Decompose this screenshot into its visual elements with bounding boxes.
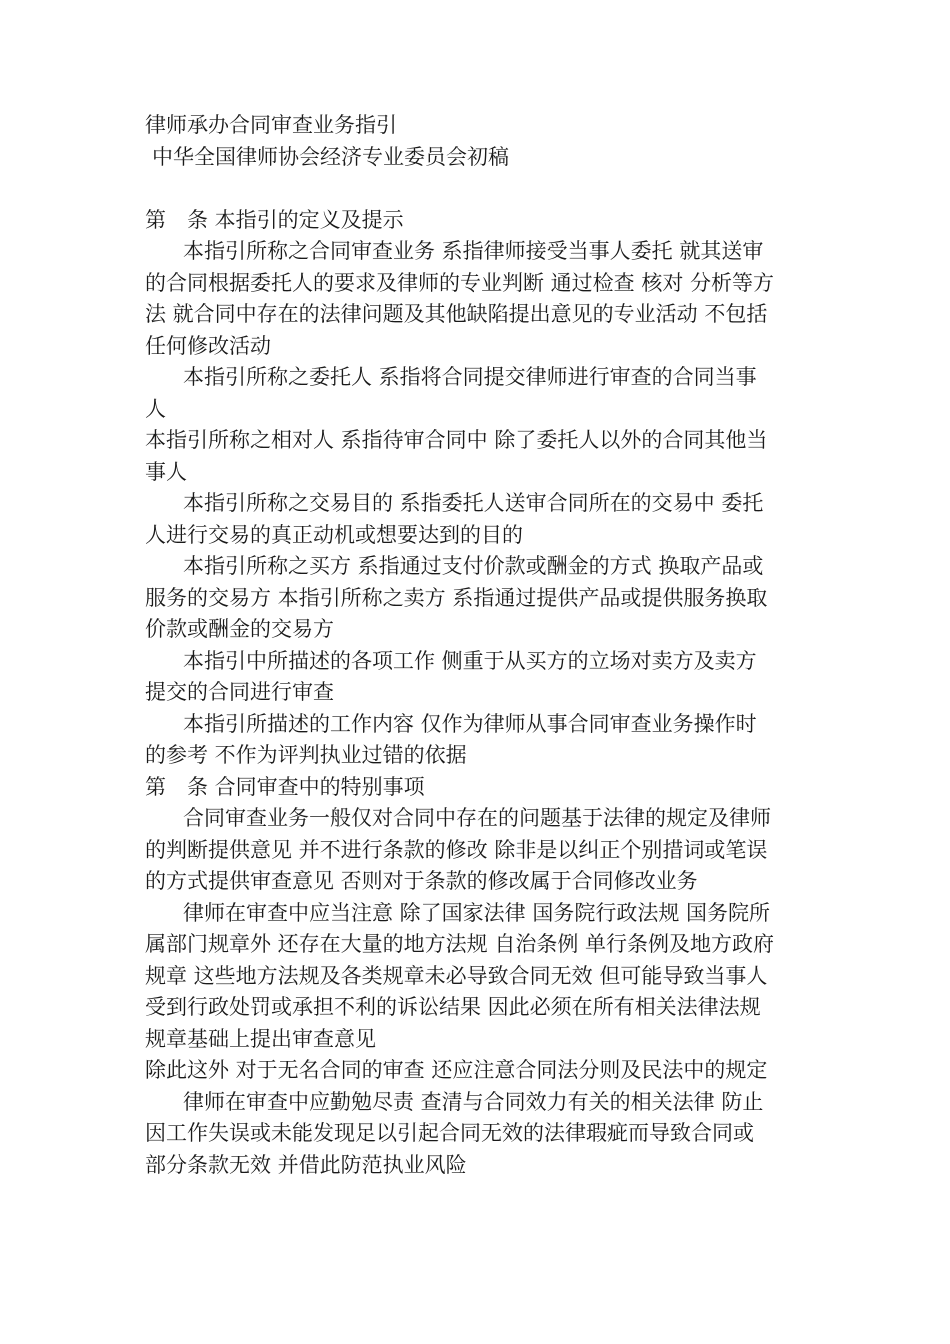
paragraph-line: 律师在审查中应当注意 除了国家法律 国务院行政法规 国务院所: [183, 900, 771, 925]
paragraph-line: 人进行交易的真正动机或想要达到的目的: [145, 522, 523, 547]
blank-line: [145, 173, 810, 205]
document-page: [145, 110, 810, 1181]
paragraph-line: 规章 这些地方法规及各类规章未必导致合同无效 但可能导致当事人: [145, 963, 768, 988]
paragraph-line: 因工作失误或未能发现足以引起合同无效的法律瑕疵而导致合同或: [145, 1121, 754, 1145]
paragraph-line: 属部门规章外 还存在大量的地方法规 自治条例 单行条例及地方政府: [145, 932, 775, 956]
paragraph-line: 本指引所称之委托人 系指将合同提交律师进行审查的合同当事: [183, 365, 757, 389]
paragraph-line: 除此这外 对于无名合同的审查 还应注意合同法分则及民法中的规定: [145, 1058, 768, 1082]
paragraph-line: 部分条款无效 并借此防范执业风险: [145, 1152, 467, 1177]
paragraph-line: 本指引所称之买方 系指通过支付价款或酬金的方式 换取产品或: [183, 554, 764, 578]
paragraph-line: 任何修改活动: [145, 333, 271, 358]
paragraph-line: 本指引所称之合同审查业务 系指律师接受当事人委托 就其送审: [183, 239, 764, 263]
article-heading: 第 条 本指引的定义及提示: [145, 207, 404, 232]
paragraph-line: 规章基础上提出审查意见: [145, 1026, 376, 1051]
document-title: 律师承办合同审查业务指引: [145, 113, 397, 137]
paragraph-line: 服务的交易方 本指引所称之卖方 系指通过提供产品或提供服务换取: [145, 585, 768, 610]
paragraph-line: 受到行政处罚或承担不利的诉讼结果 因此必须在所有相关法律法规: [145, 995, 761, 1019]
paragraph-line: 的方式提供审查意见 否则对于条款的修改属于合同修改业务: [145, 869, 698, 893]
paragraph-line: 本指引中所描述的各项工作 侧重于从买方的立场对卖方及卖方: [183, 648, 757, 673]
paragraph-line: 合同审查业务一般仅对合同中存在的问题基于法律的规定及律师: [183, 806, 771, 830]
paragraph-line: 的合同根据委托人的要求及律师的专业判断 通过检查 核对 分析等方: [145, 270, 775, 295]
paragraph-line: 的参考 不作为评判执业过错的依据: [145, 743, 467, 767]
paragraph-line: 本指引所称之相对人 系指待审合同中 除了委托人以外的合同其他当: [145, 428, 768, 452]
article-heading: 第 条 合同审查中的特别事项: [145, 774, 425, 799]
paragraph-line: 事人: [145, 459, 187, 484]
paragraph-line: 法 就合同中存在的法律问题及其他缺陷提出意见的专业活动 不包括: [145, 302, 768, 326]
paragraph-line: 人: [145, 396, 166, 421]
document-subtitle: 中华全国律师协会经济专业委员会初稿: [152, 144, 509, 169]
paragraph-line: 本指引所称之交易目的 系指委托人送审合同所在的交易中 委托: [183, 491, 764, 515]
paragraph-line: 本指引所描述的工作内容 仅作为律师从事合同审查业务操作时: [183, 711, 757, 736]
paragraph-line: 提交的合同进行审查: [145, 680, 334, 704]
paragraph-line: 价款或酬金的交易方: [145, 617, 334, 641]
paragraph-line: 律师在审查中应勤勉尽责 查清与合同效力有关的相关法律 防止: [183, 1089, 764, 1114]
paragraph-line: 的判断提供意见 并不进行条款的修改 除非是以纠正个别措词或笔误: [145, 837, 768, 862]
